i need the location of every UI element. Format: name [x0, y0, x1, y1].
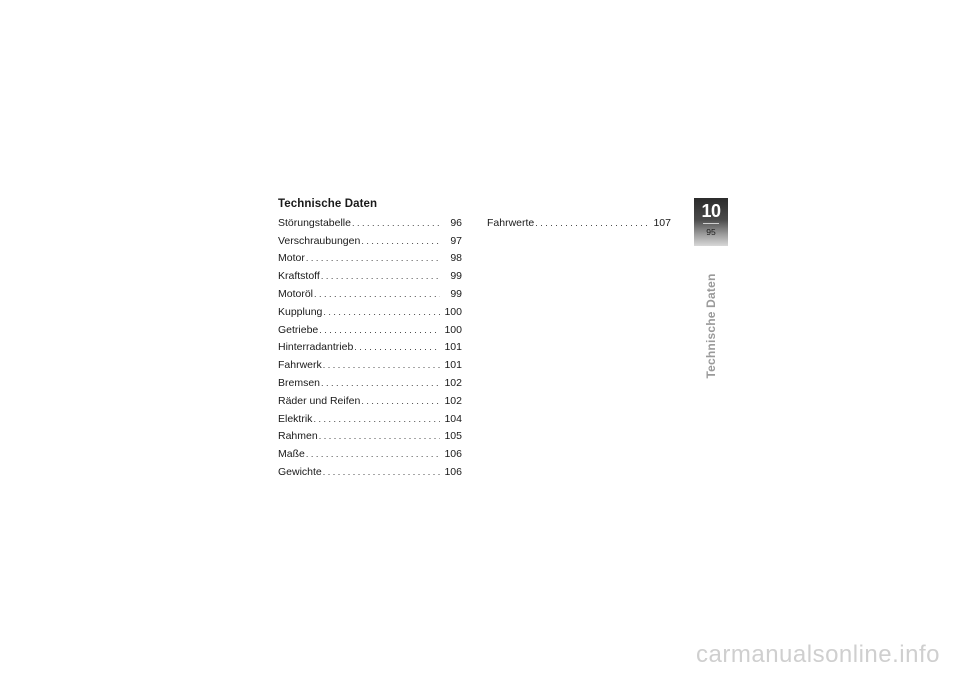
toc-leader-dots	[323, 467, 440, 477]
toc-entry-label: Rahmen	[278, 430, 318, 443]
toc-entry-page: 99	[450, 270, 462, 283]
toc-entry[interactable]	[278, 250, 464, 268]
toc-leader-dots	[535, 218, 649, 228]
toc-entry-page: 105	[444, 430, 462, 443]
toc-entry-label: Bremsen	[278, 377, 321, 390]
toc-entry-page: 102	[444, 394, 462, 407]
toc-entry-label: Verschraubungen	[278, 234, 361, 247]
chapter-side-title: Technische Daten	[704, 273, 718, 379]
toc-entry[interactable]	[278, 445, 464, 463]
toc-entry-label: Räder und Reifen	[278, 394, 361, 407]
toc-entry-label: Motoröl	[278, 288, 314, 301]
toc-entry[interactable]	[278, 285, 464, 303]
toc-leader-dots	[306, 449, 440, 459]
page-number: 95	[706, 227, 716, 237]
toc-entry[interactable]	[278, 321, 464, 339]
toc-leader-dots	[361, 236, 440, 246]
toc-entry-page: 107	[653, 216, 671, 229]
toc-left-column	[278, 214, 464, 481]
toc-leader-dots	[323, 307, 440, 317]
toc-entry[interactable]	[278, 410, 464, 428]
toc-leader-dots	[314, 289, 440, 299]
toc-leader-dots	[321, 271, 440, 281]
toc-right-column	[487, 214, 673, 232]
toc-entry[interactable]	[278, 463, 464, 481]
toc-entry-page: 100	[444, 323, 462, 336]
chapter-divider	[703, 223, 719, 224]
toc-entry-label: Elektrik	[278, 412, 313, 425]
toc-entry-label: Kupplung	[278, 305, 323, 318]
toc-leader-dots	[354, 342, 440, 352]
toc-leader-dots	[323, 360, 440, 370]
toc-entry-page: 101	[444, 359, 462, 372]
toc-entry-label: Gewichte	[278, 466, 322, 479]
section-title: Technische Daten	[278, 198, 378, 210]
toc-entry-page: 97	[450, 234, 462, 247]
toc-leader-dots	[352, 218, 440, 228]
toc-entry-label: Kraftstoff	[278, 270, 320, 283]
toc-entry[interactable]	[278, 428, 464, 446]
toc-entry-page: 99	[450, 288, 462, 301]
chapter-tab	[694, 198, 728, 246]
toc-entry-label: Motor	[278, 252, 305, 265]
toc-leader-dots	[361, 396, 440, 406]
toc-entry-page: 106	[444, 448, 462, 461]
toc-entry-label: Fahrwerk	[278, 359, 322, 372]
toc-leader-dots	[319, 431, 440, 441]
toc-entry[interactable]	[278, 303, 464, 321]
chapter-number: 10	[701, 201, 721, 221]
toc-entry-page: 100	[444, 305, 462, 318]
toc-entry-page: 106	[444, 466, 462, 479]
toc-entry-label: Hinterradantrieb	[278, 341, 354, 354]
toc-leader-dots	[319, 325, 440, 335]
toc-entry-label: Maße	[278, 448, 305, 461]
toc-leader-dots	[306, 253, 440, 263]
toc-entry-label: Störungstabelle	[278, 216, 351, 229]
toc-entry-page: 96	[450, 216, 462, 229]
toc-entry[interactable]	[278, 392, 464, 410]
toc-leader-dots	[313, 414, 440, 424]
watermark: carmanualsonline.info	[696, 641, 940, 668]
toc-entry-page: 98	[450, 252, 462, 265]
toc-entry[interactable]	[278, 374, 464, 392]
toc-entry-page: 104	[444, 412, 462, 425]
toc-entry-label: Fahrwerte	[487, 216, 535, 229]
toc-entry-page: 101	[444, 341, 462, 354]
toc-entry[interactable]	[278, 232, 464, 250]
toc-entry[interactable]	[278, 339, 464, 357]
toc-entry[interactable]	[487, 214, 673, 232]
toc-entry-label: Getriebe	[278, 323, 319, 336]
toc-entry[interactable]	[278, 356, 464, 374]
toc-entry[interactable]	[278, 214, 464, 232]
toc-leader-dots	[321, 378, 440, 388]
toc-entry[interactable]	[278, 267, 464, 285]
toc-entry-page: 102	[444, 377, 462, 390]
